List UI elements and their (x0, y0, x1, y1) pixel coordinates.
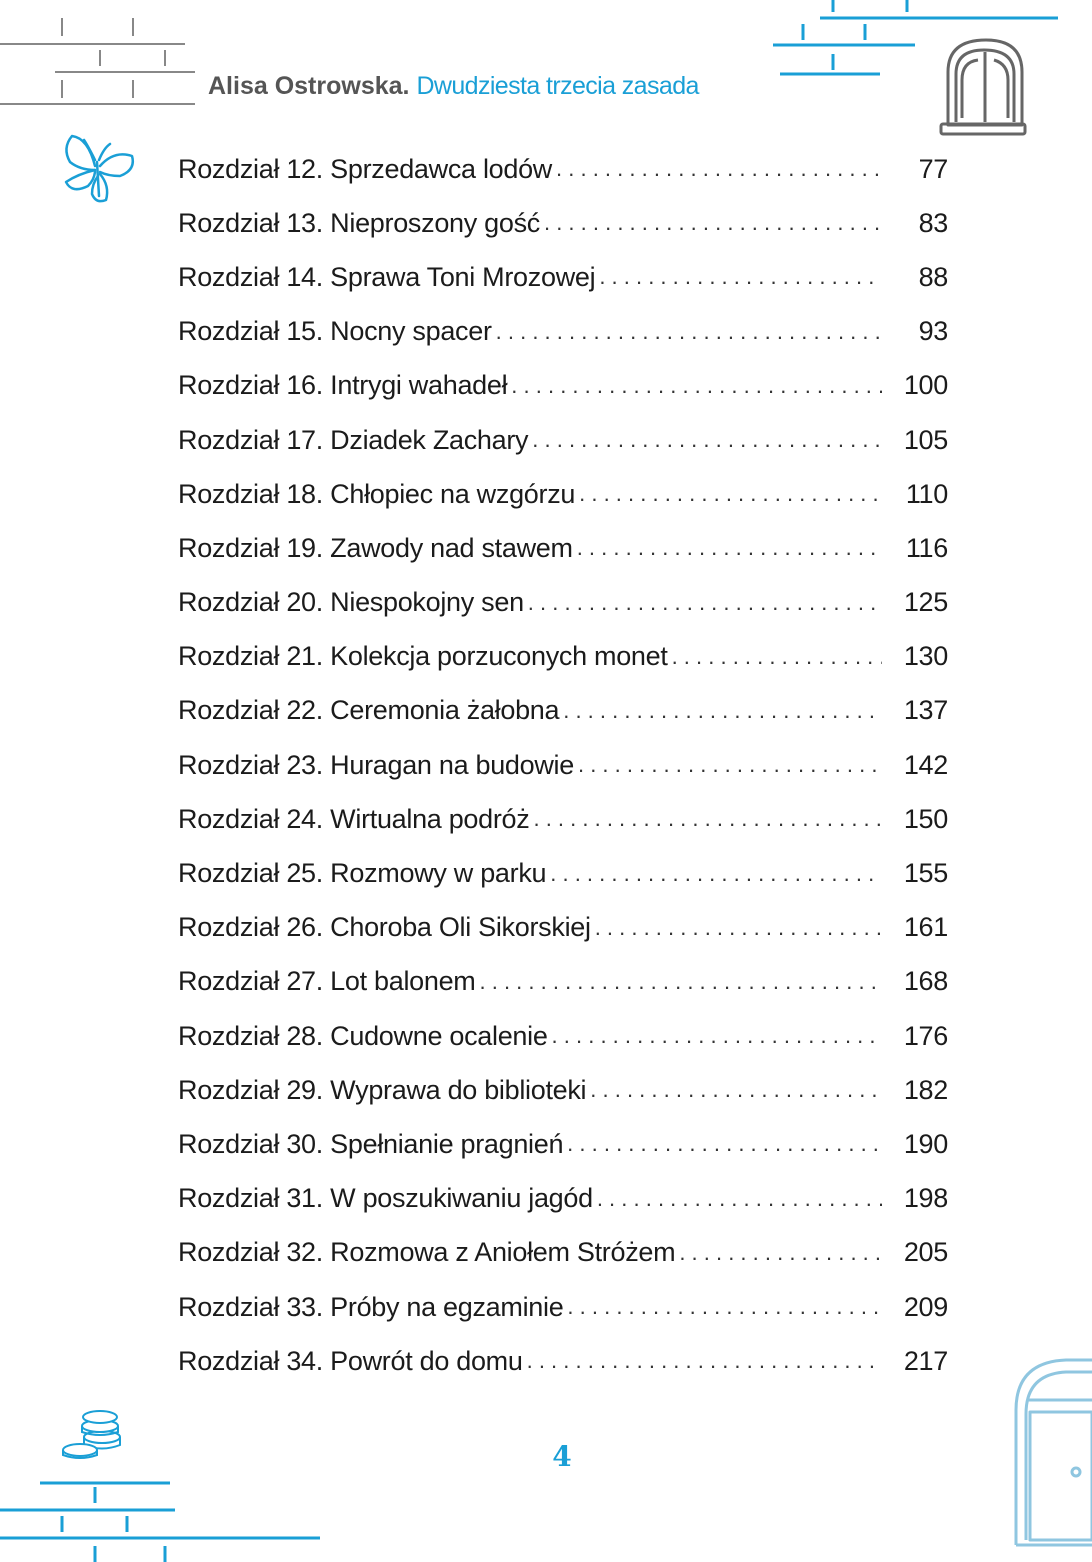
toc-dot-leader (590, 1077, 882, 1103)
toc-dot-leader (532, 427, 882, 453)
toc-entry-title: Rozdział 31. W poszukiwaniu jagód (178, 1183, 593, 1214)
toc-entry (178, 955, 948, 1009)
toc-dot-leader (599, 264, 882, 290)
toc-entry-title: Rozdział 16. Intrygi wahadeł (178, 370, 508, 401)
toc-dot-leader (544, 210, 882, 236)
toc-entry (178, 1063, 948, 1117)
toc-entry-page: 110 (905, 478, 948, 509)
toc-entry-page: 137 (903, 695, 948, 726)
toc-entry (178, 576, 948, 630)
window-icon (941, 40, 1025, 134)
toc-entry (178, 359, 948, 413)
toc-dot-leader (595, 915, 882, 941)
toc-entry (178, 846, 948, 900)
toc-entry (178, 1172, 948, 1226)
author-name: Alisa Ostrowska. (208, 72, 410, 100)
toc-entry-page: 116 (905, 532, 948, 563)
blue-brick-lines-top-right (773, 0, 1058, 74)
toc-entry (178, 142, 948, 196)
toc-entry-title: Rozdział 33. Próby na egzaminie (178, 1291, 564, 1322)
toc-entry-page: 190 (903, 1128, 948, 1159)
toc-entry-title: Rozdział 29. Wyprawa do biblioteki (178, 1074, 587, 1105)
door-icon (1016, 1360, 1092, 1545)
toc-entry-page: 130 (903, 641, 948, 672)
toc-entry-page: 142 (903, 749, 948, 780)
toc-entry-title: Rozdział 23. Huragan na budowie (178, 749, 574, 780)
toc-entry-page: 100 (903, 370, 948, 401)
toc-entry-page: 88 (918, 261, 948, 292)
toc-entry-page: 105 (903, 424, 948, 455)
toc-entry-title: Rozdział 12. Sprzedawca lodów (178, 153, 553, 184)
toc-entry (178, 1280, 948, 1334)
toc-entry-page: 198 (903, 1183, 948, 1214)
toc-dot-leader (552, 1023, 882, 1049)
toc-entry (178, 467, 948, 521)
toc-dot-leader (597, 1186, 882, 1212)
toc-entry-page: 83 (918, 207, 948, 238)
toc-entry-title: Rozdział 20. Niespokojny sen (178, 587, 524, 618)
toc-entry (178, 1117, 948, 1171)
toc-entry-page: 205 (903, 1237, 948, 1268)
toc-dot-leader (533, 806, 882, 832)
book-title: Dwudziesta trzecia zasada (416, 72, 699, 100)
toc-dot-leader (563, 698, 882, 724)
toc-entry-page: 77 (918, 153, 948, 184)
toc-entry-page: 150 (903, 803, 948, 834)
toc-entry-page: 209 (903, 1291, 948, 1322)
toc-entry (178, 684, 948, 738)
butterfly-icon (66, 136, 133, 201)
toc-dot-leader (556, 156, 882, 182)
toc-entry-title: Rozdział 22. Ceremonia żałobna (178, 695, 560, 726)
toc-entry-page: 161 (903, 912, 948, 943)
toc-entry-title: Rozdział 30. Spełnianie pragnień (178, 1128, 564, 1159)
toc-dot-leader (567, 1294, 882, 1320)
toc-entry-page: 93 (918, 316, 948, 347)
toc-entry-title: Rozdział 24. Wirtualna podróż (178, 803, 530, 834)
toc-dot-leader (567, 1131, 882, 1157)
toc-entry-title: Rozdział 21. Kolekcja porzuconych monet (178, 641, 668, 672)
toc-entry-page: 125 (903, 587, 948, 618)
toc-entry-title: Rozdział 18. Chłopiec na wzgórzu (178, 478, 576, 509)
toc-dot-leader (496, 319, 882, 345)
toc-dot-leader (672, 644, 882, 670)
toc-entry-title: Rozdział 32. Rozmowa z Aniołem Stróżem (178, 1237, 676, 1268)
toc-entry (178, 901, 948, 955)
toc-entry-title: Rozdział 14. Sprawa Toni Mrozowej (178, 261, 596, 292)
toc-entry (178, 250, 948, 304)
toc-dot-leader (527, 1348, 882, 1374)
coins-icon (63, 1411, 120, 1458)
toc-entry (178, 738, 948, 792)
toc-entry (178, 196, 948, 250)
toc-dot-leader (579, 481, 882, 507)
toc-entry-title: Rozdział 17. Dziadek Zachary (178, 424, 529, 455)
toc-entry (178, 792, 948, 846)
running-header (208, 72, 699, 101)
toc-entry-title: Rozdział 13. Nieproszony gość (178, 207, 540, 238)
toc-entry-title: Rozdział 25. Rozmowy w parku (178, 858, 547, 889)
toc-entry (178, 630, 948, 684)
toc-entry-title: Rozdział 26. Choroba Oli Sikorskiej (178, 912, 591, 943)
toc-dot-leader (578, 752, 882, 778)
toc-entry-page: 217 (903, 1345, 948, 1376)
toc-entry-title: Rozdział 15. Nocny spacer (178, 316, 492, 347)
toc-entry-title: Rozdział 19. Zawody nad stawem (178, 532, 573, 563)
blue-brick-lines-bottom-left (0, 1483, 320, 1562)
toc-dot-leader (550, 861, 882, 887)
toc-entry (178, 1334, 948, 1388)
toc-entry-page: 155 (903, 858, 948, 889)
toc-entry (178, 413, 948, 467)
toc-entry-page: 182 (903, 1074, 948, 1105)
toc-dot-leader (480, 969, 883, 995)
toc-entry (178, 1226, 948, 1280)
toc-entry-title: Rozdział 27. Lot balonem (178, 966, 476, 997)
toc-entry-page: 176 (903, 1020, 948, 1051)
toc-dot-leader (577, 535, 882, 561)
toc-entry (178, 521, 948, 575)
toc-entry (178, 1009, 948, 1063)
toc-entry-title: Rozdział 34. Powrót do domu (178, 1345, 523, 1376)
toc-entry (178, 305, 948, 359)
toc-dot-leader (528, 590, 882, 616)
gray-brick-lines-top-left (0, 18, 195, 104)
page-number: 4 (552, 1440, 572, 1473)
toc-dot-leader (679, 1240, 882, 1266)
toc-entry-page: 168 (903, 966, 948, 997)
table-of-contents (178, 142, 948, 1388)
toc-dot-leader (511, 373, 882, 399)
toc-entry-title: Rozdział 28. Cudowne ocalenie (178, 1020, 548, 1051)
